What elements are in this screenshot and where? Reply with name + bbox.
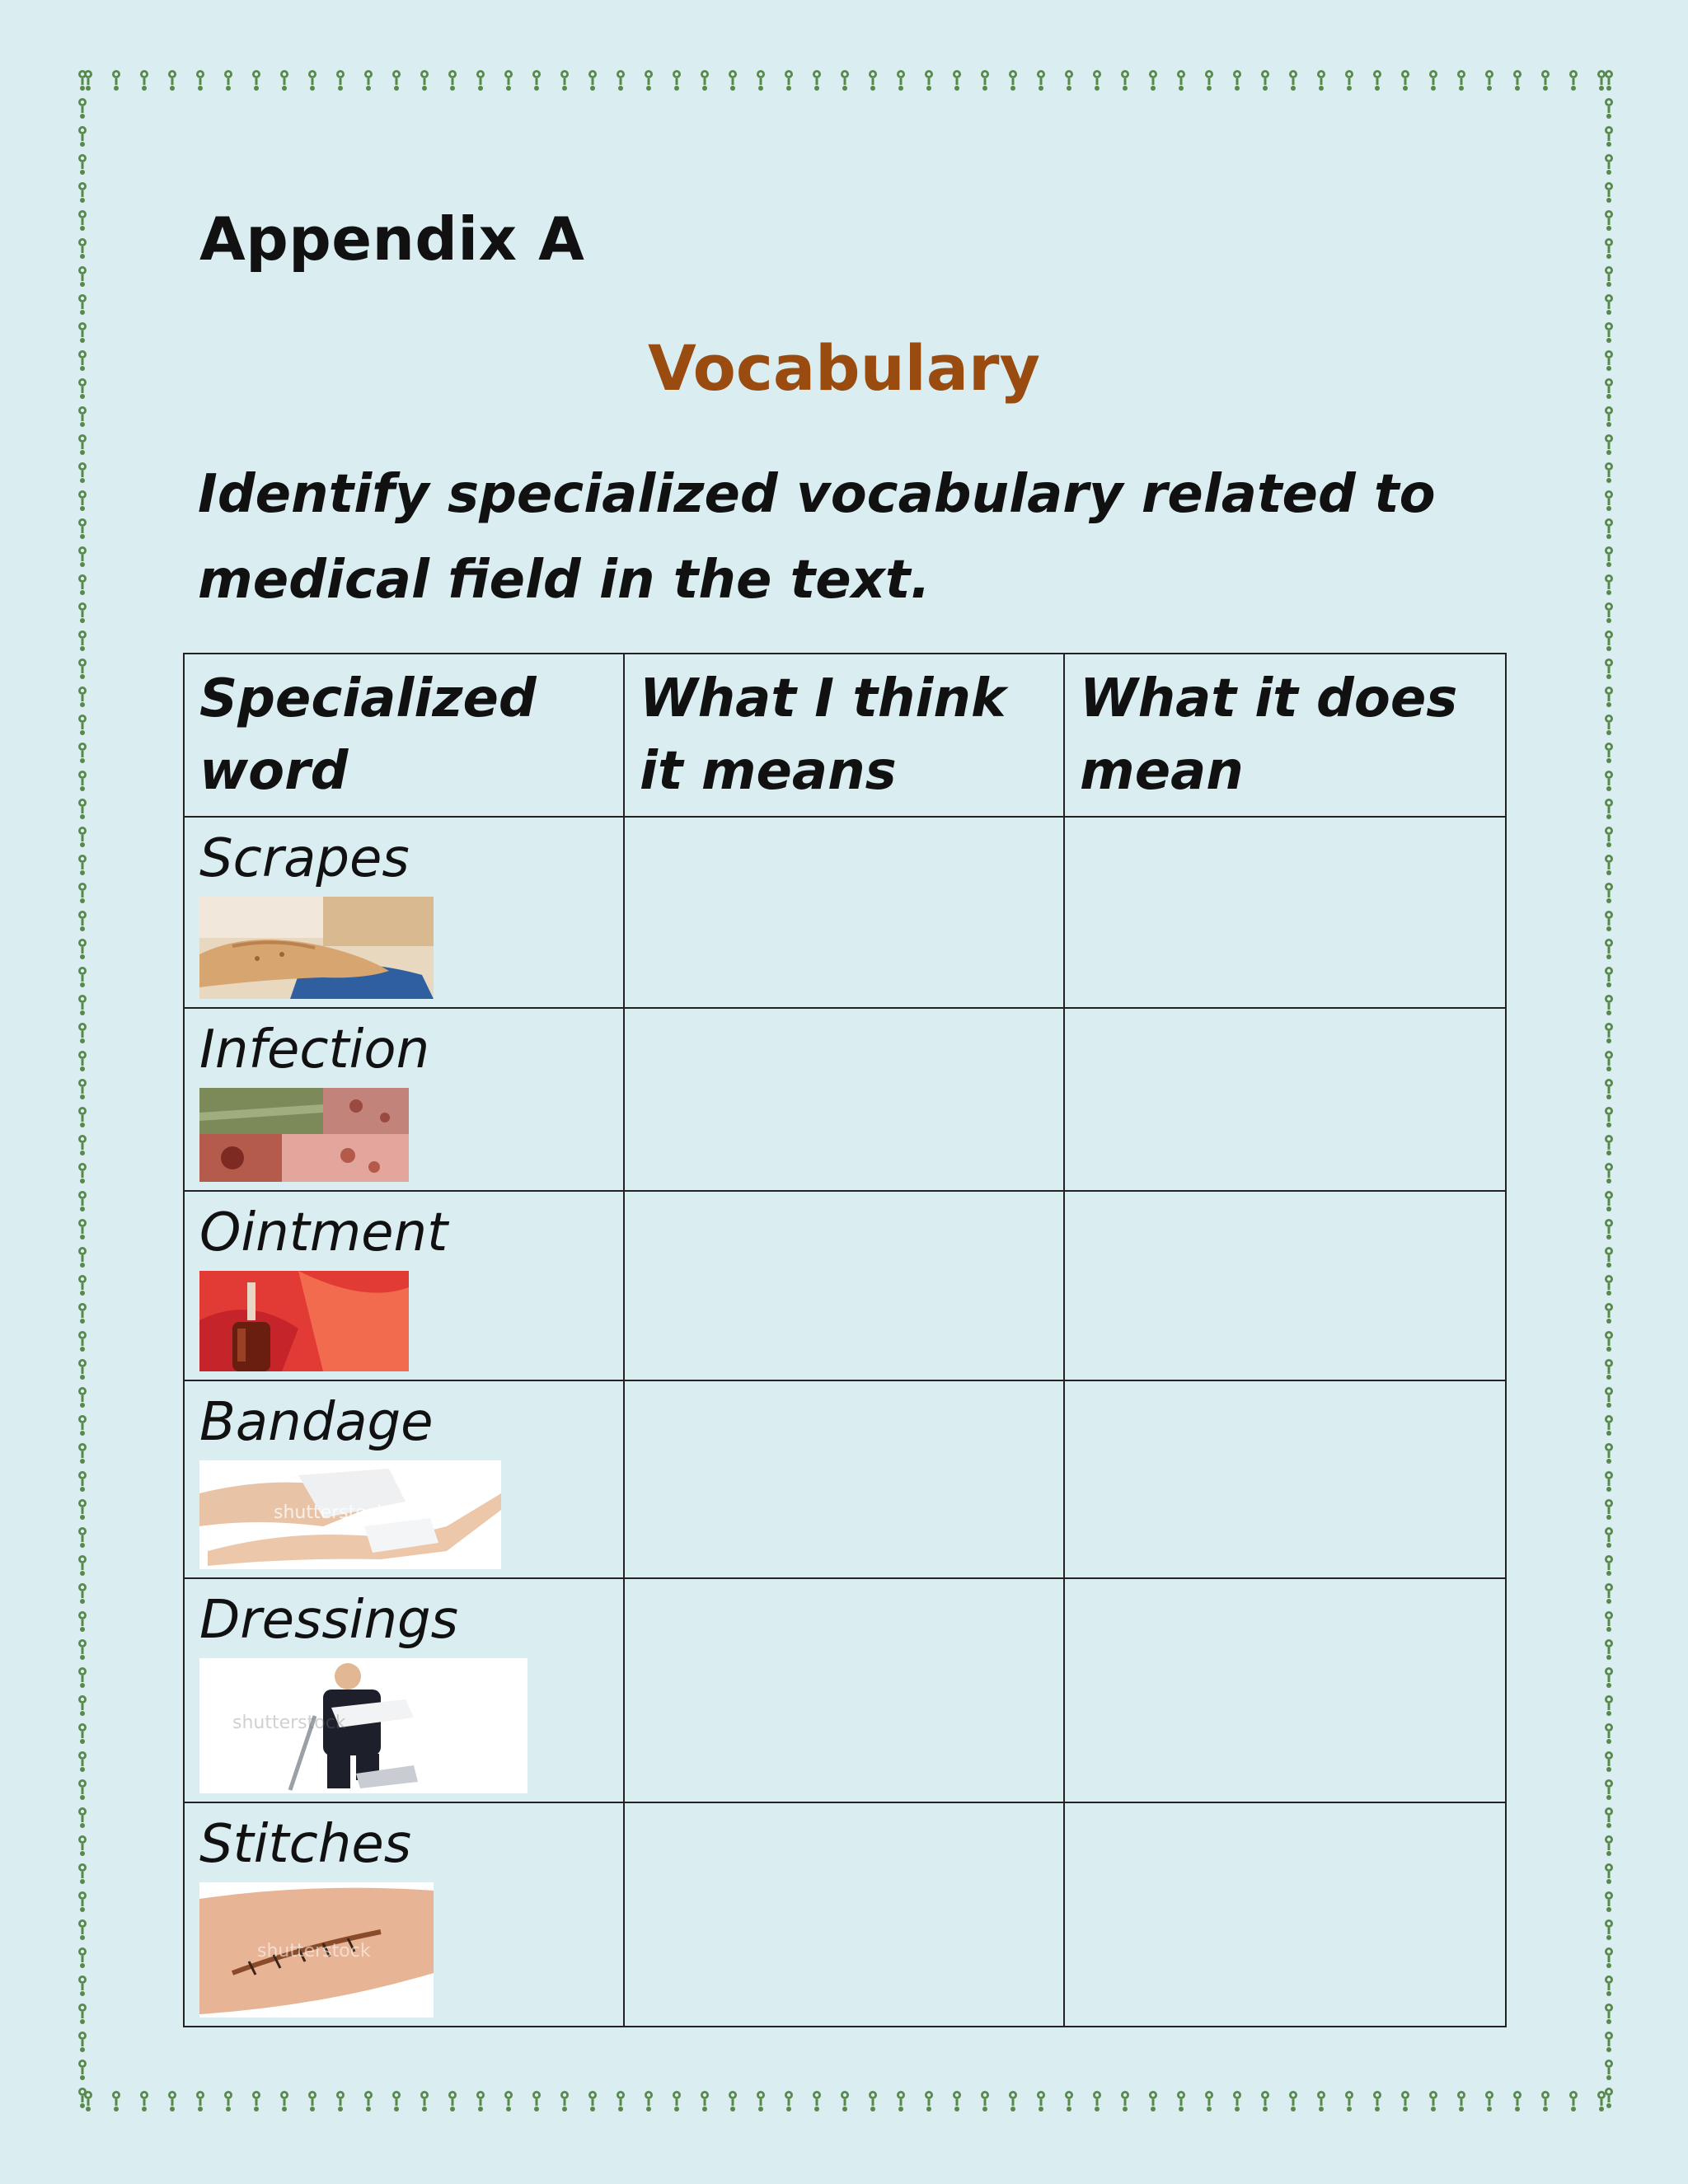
- table-row: [184, 1008, 1506, 1191]
- meaning-cell[interactable]: [1064, 1578, 1506, 1802]
- table-row: [184, 1380, 1506, 1578]
- think-cell[interactable]: [624, 1802, 1064, 2027]
- think-cell[interactable]: [624, 1191, 1064, 1380]
- arm-sling-crutch-photo: [199, 1658, 528, 1793]
- think-cell[interactable]: [624, 1578, 1064, 1802]
- instruction-text: Identify specialized vocabulary related to medical field in the text.: [198, 464, 1436, 611]
- stitched-wound-photo: [199, 1882, 434, 2018]
- column-header-what-it-means: What it does mean: [1064, 654, 1506, 817]
- word-label: Bandage: [199, 1392, 434, 1453]
- word-label: Dressings: [199, 1590, 458, 1651]
- page-border-bottom: [74, 2088, 1615, 2115]
- meaning-cell[interactable]: [1064, 817, 1506, 1008]
- think-cell[interactable]: [624, 817, 1064, 1008]
- column-header-what-i-think: What I think it means: [624, 654, 1064, 817]
- table-row: [184, 1191, 1506, 1380]
- column-header-specialized-word: Specialized word: [184, 654, 624, 817]
- table-header-row: [184, 654, 1506, 817]
- word-cell: [184, 1008, 624, 1191]
- word-cell: [184, 817, 624, 1008]
- word-cell: [184, 1191, 624, 1380]
- think-cell[interactable]: [624, 1008, 1064, 1191]
- meaning-cell[interactable]: [1064, 1380, 1506, 1578]
- vocabulary-table: [183, 653, 1507, 2027]
- word-label: Ointment: [199, 1202, 448, 1263]
- svg-text:shutterstock: shutterstock: [232, 1713, 346, 1733]
- word-label: Infection: [199, 1019, 430, 1080]
- meaning-cell[interactable]: [1064, 1802, 1506, 2027]
- appendix-heading: Appendix A: [199, 204, 585, 274]
- meaning-cell[interactable]: [1064, 1191, 1506, 1380]
- dropper-bottle-photo: [199, 1271, 409, 1371]
- think-cell[interactable]: [624, 1380, 1064, 1578]
- skin-infection-collage-photo: [199, 1088, 409, 1182]
- bandaged-hand-photo: [199, 1460, 501, 1569]
- table-row: [184, 817, 1506, 1008]
- svg-text:shutterstock: shutterstock: [257, 1941, 371, 1961]
- table-row: [184, 1578, 1506, 1802]
- meaning-cell[interactable]: [1064, 1008, 1506, 1191]
- table-row: [184, 1802, 1506, 2027]
- word-label: Scrapes: [199, 828, 410, 889]
- word-cell: [184, 1578, 624, 1802]
- hand-on-mouse-photo: [199, 897, 434, 999]
- word-label: Stitches: [199, 1814, 412, 1875]
- word-cell: [184, 1380, 624, 1578]
- svg-text:shutterstock: shutterstock: [274, 1502, 387, 1523]
- word-cell: [184, 1802, 624, 2027]
- page-title: Vocabulary: [647, 331, 1041, 405]
- page-border-top: [74, 68, 1615, 94]
